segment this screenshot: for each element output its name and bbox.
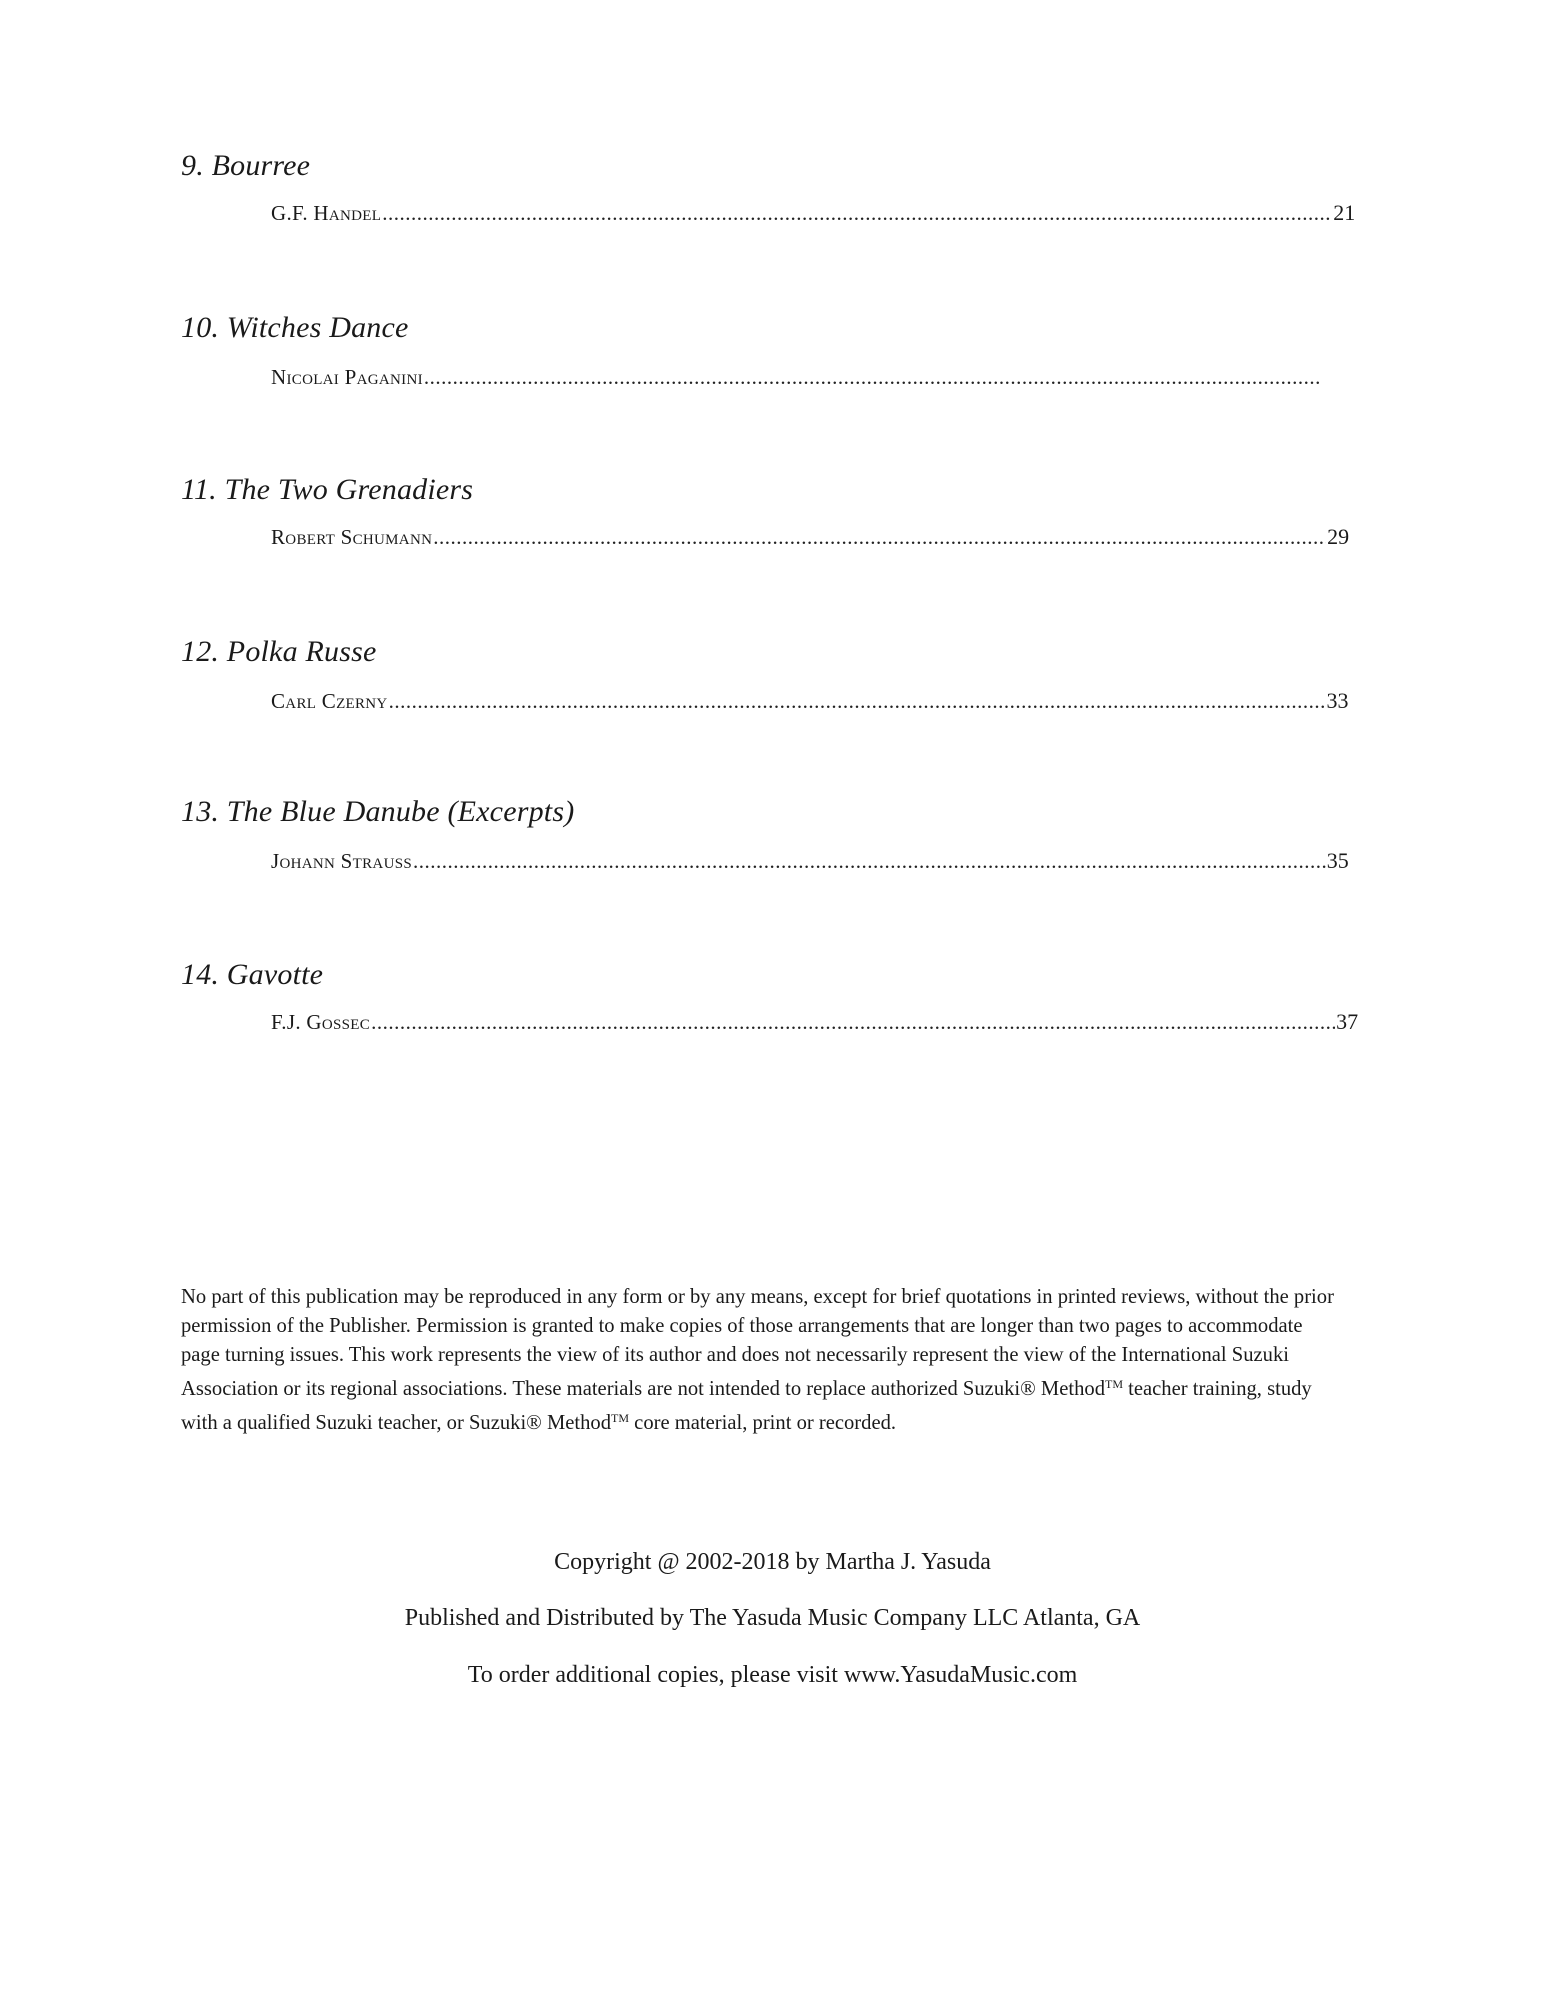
trademark-symbol: TM [1105, 1377, 1123, 1391]
dot-leader [382, 198, 1332, 228]
toc-line [271, 846, 1349, 876]
piece-title: 14. Gavotte [181, 958, 324, 991]
order-info-line: To order additional copies, please visit www.YasudaMusic.com [467, 1662, 1078, 1688]
dot-leader [371, 1007, 1335, 1037]
notice-text: teacher training, study with a qualified Suzuki teacher, or Suzuki® Method [181, 1378, 1312, 1434]
toc-line [271, 522, 1350, 552]
composer-name: Robert Schumann [271, 525, 433, 549]
toc-entry [181, 634, 1356, 713]
copyright-notice [181, 1283, 1341, 1438]
piece-title: 13. The Blue Danube (Excerpts) [181, 795, 575, 828]
toc-entry [181, 957, 1359, 1034]
composer-name: G.F. Handel [271, 201, 382, 225]
page-number: 33 [1326, 688, 1349, 713]
notice-text: No part of this publication may be reproduced in any form or by any means, except for brief quotations in printed reviews, without the prior permission of the Publisher. Permission is granted to make copies of those arrangements that are longer than two pages to accommodate page turning issues. This work represents the view of its author and does not necessarily represent the view of the International Suzuki Association or its regional associations. These materials are not intended to replace authorized Suzuki® Method [181, 1286, 1334, 1400]
trademark-symbol: TM [611, 1411, 630, 1425]
toc-line [271, 362, 1321, 392]
toc-line [271, 198, 1356, 228]
toc-line [271, 686, 1349, 716]
dot-leader [433, 522, 1326, 552]
toc-entry [181, 472, 1356, 549]
toc-line [271, 1007, 1359, 1037]
composer-name: Johann Strauss [271, 849, 412, 873]
page-number: 37 [1336, 1009, 1359, 1034]
page-number: 29 [1327, 524, 1350, 549]
notice-text: core material, print or recorded. [629, 1412, 897, 1434]
composer-name: Nicolai Paganini [271, 365, 423, 389]
piece-title: 10. Witches Dance [181, 311, 409, 344]
page-number: 21 [1333, 200, 1356, 225]
publisher-line: Published and Distributed by The Yasuda Music Company LLC Atlanta, GA [404, 1605, 1141, 1631]
copyright-line: Copyright @ 2002-2018 by Martha J. Yasuda [554, 1549, 991, 1575]
composer-name: Carl Czerny [271, 689, 388, 713]
piece-title: 12. Polka Russe [181, 635, 377, 668]
dot-leader [424, 362, 1320, 392]
composer-name: F.J. Gossec [271, 1010, 371, 1034]
toc-entry [181, 794, 1356, 873]
piece-title: 9. Bourree [181, 149, 311, 182]
toc-entry [181, 148, 1356, 225]
toc-entry [181, 310, 1356, 389]
dot-leader [389, 686, 1326, 716]
dot-leader [413, 846, 1326, 876]
page-number: 35 [1326, 848, 1349, 873]
piece-title: 11. The Two Grenadiers [181, 473, 474, 506]
